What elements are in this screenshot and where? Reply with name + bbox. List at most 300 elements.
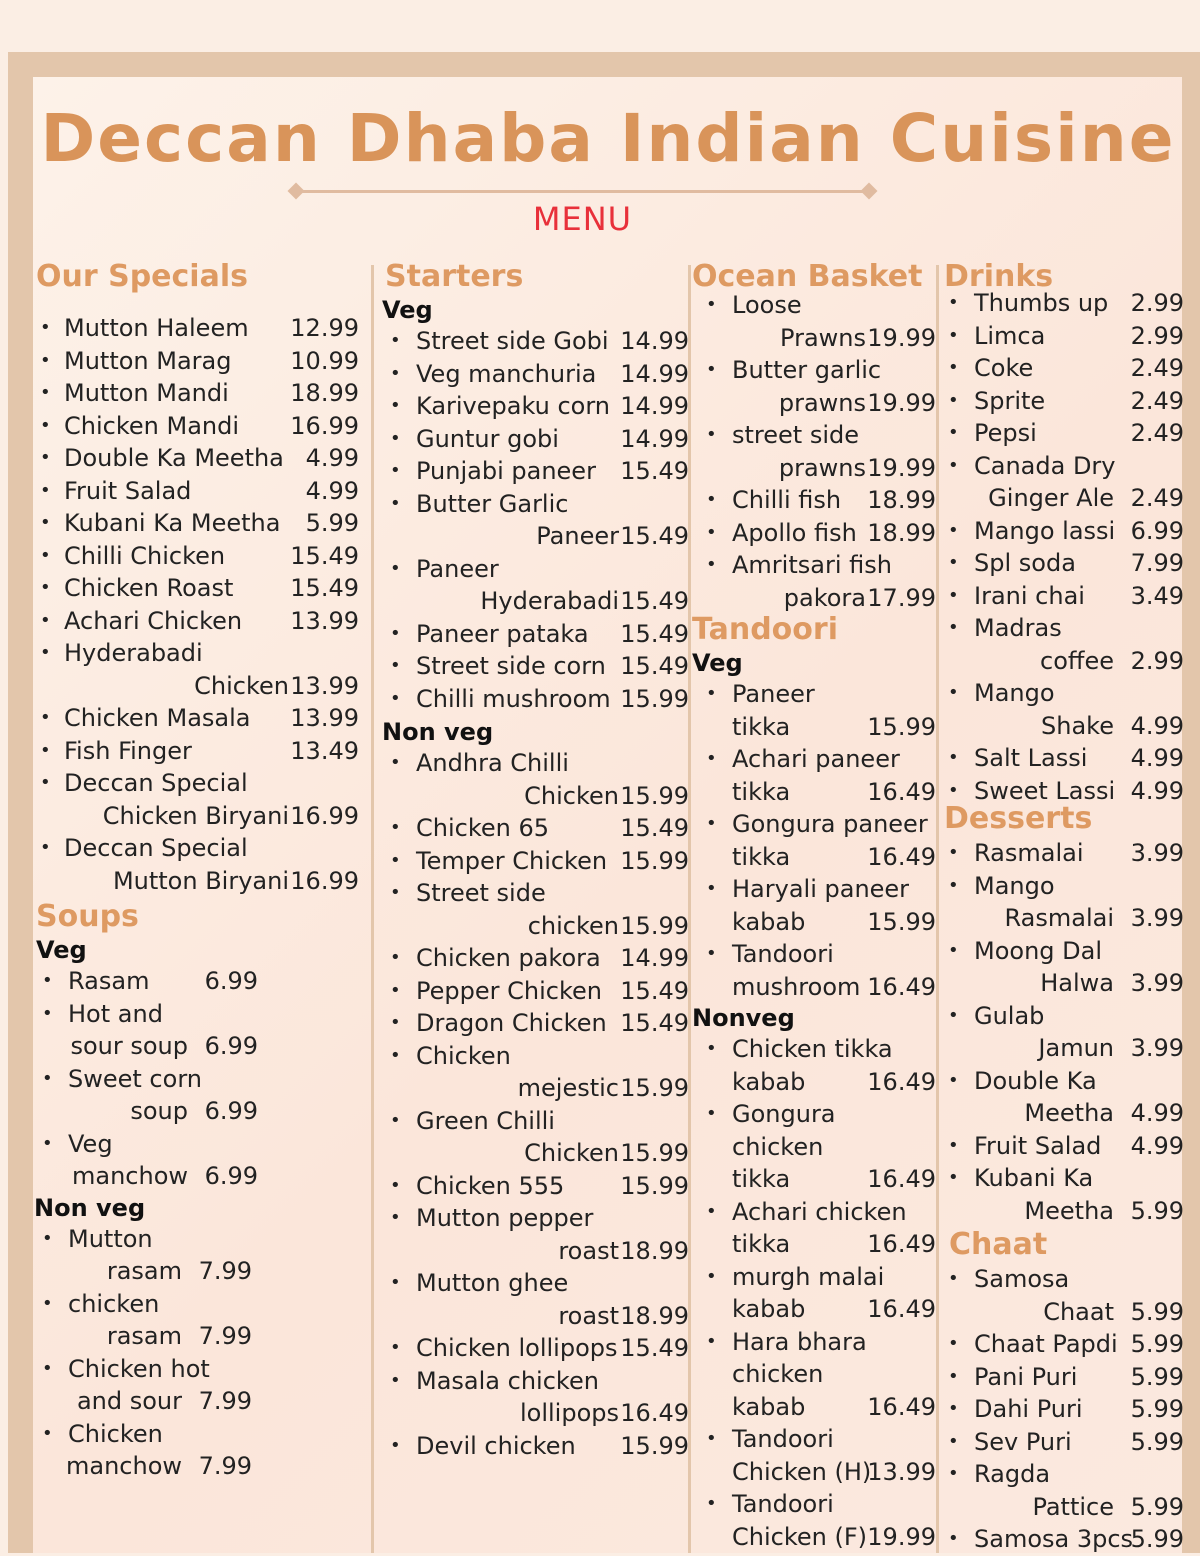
- item-name: Apollo fish: [732, 518, 857, 547]
- item-name: murgh malai: [732, 1262, 885, 1291]
- bullet-icon: •: [390, 1272, 401, 1293]
- bullet-icon: •: [706, 1038, 717, 1059]
- menu-item: [382, 683, 689, 716]
- item-price: 15.49: [290, 574, 359, 602]
- item-name: Dragon Chicken: [416, 1009, 607, 1037]
- item-name-continued: Chicken: [194, 671, 289, 700]
- bullet-icon: •: [948, 874, 959, 896]
- bullet-icon: •: [706, 943, 717, 964]
- item-name: Street side: [416, 879, 546, 907]
- menu-item: [692, 1423, 936, 1488]
- item-name: Deccan Special: [64, 834, 248, 862]
- bullet-icon: •: [390, 849, 401, 871]
- bullet-icon: •: [390, 362, 401, 384]
- menu-item: [944, 287, 1184, 320]
- tandoori-nonveg-label: Nonveg: [692, 1004, 795, 1032]
- item-price: 14.99: [620, 392, 689, 420]
- menu-item: [692, 517, 936, 550]
- bullet-icon: •: [42, 1292, 53, 1314]
- bullet-icon: •: [706, 554, 717, 575]
- item-name: Masala chicken: [416, 1366, 599, 1395]
- bullet-icon: •: [948, 389, 959, 411]
- item-price: 3.99: [1130, 904, 1184, 932]
- item-price: 15.49: [620, 619, 689, 648]
- item-price: 15.49: [620, 1009, 689, 1037]
- item-name: Tandoori: [732, 940, 834, 968]
- menu-item: [944, 935, 1184, 1000]
- item-price: 7.99: [198, 1322, 252, 1350]
- bullet-icon: •: [40, 837, 51, 858]
- menu-item: [944, 547, 1184, 580]
- item-price: 15.99: [867, 712, 936, 741]
- menu-item: [944, 677, 1184, 742]
- menu-item: [944, 1065, 1184, 1130]
- column-drinks-desserts-chaat: [944, 259, 1184, 1556]
- soups-nonveg-list: [36, 1223, 252, 1483]
- item-price: 16.49: [867, 777, 936, 806]
- menu-item: [692, 1488, 936, 1553]
- menu-item: [36, 637, 359, 702]
- item-price: 10.99: [290, 346, 359, 375]
- bullet-icon: •: [706, 748, 717, 769]
- menu-item: [944, 450, 1184, 515]
- item-name: Andhra Chilli: [416, 749, 569, 777]
- item-price: 3.49: [1130, 581, 1184, 610]
- item-price: 5.99: [1130, 1196, 1184, 1225]
- bullet-icon: •: [706, 1428, 717, 1449]
- item-name: Rasmalai: [974, 839, 1084, 867]
- menu-item: [944, 1426, 1184, 1459]
- item-price: 17.99: [867, 583, 936, 612]
- item-name-continued: rasam: [106, 1322, 182, 1350]
- menu-item: [692, 1098, 936, 1196]
- menu-item: [36, 998, 258, 1063]
- bullet-icon: •: [42, 1227, 53, 1249]
- menu-item: [36, 1223, 252, 1288]
- menu-item: [692, 484, 936, 517]
- item-name: Pepsi: [974, 419, 1037, 447]
- item-name: Mutton Marag: [64, 346, 232, 375]
- bullet-icon: •: [42, 970, 53, 991]
- bullet-icon: •: [948, 584, 959, 606]
- bullet-icon: •: [390, 752, 401, 773]
- menu-item: [36, 540, 359, 573]
- item-name-continued: chicken: [527, 911, 619, 940]
- item-name: Canada Dry: [974, 451, 1116, 480]
- menu-item: [944, 1393, 1184, 1426]
- column-divider: [936, 265, 939, 1553]
- item-name: Chicken: [416, 1041, 511, 1070]
- item-price: 15.99: [867, 907, 936, 936]
- menu-item: [692, 1196, 936, 1261]
- item-price: 19.99: [867, 1522, 936, 1551]
- item-price: 14.99: [620, 327, 689, 355]
- item-name-continued: kabab: [732, 1392, 806, 1421]
- item-price: 7.99: [198, 1452, 252, 1480]
- menu-item: [944, 1458, 1184, 1523]
- item-price: 3.99: [1130, 969, 1184, 997]
- bullet-icon: •: [40, 479, 51, 501]
- soups-veg-list: [36, 965, 258, 1193]
- item-name: Chicken 65: [416, 814, 550, 842]
- item-name-continued: Mutton Biryani: [112, 866, 289, 895]
- item-name: Butter garlic: [732, 356, 882, 384]
- menu-item: [382, 975, 689, 1008]
- item-price: 6.99: [1130, 516, 1184, 545]
- item-name: Achari paneer: [732, 745, 900, 773]
- menu-item: [382, 488, 689, 553]
- menu-item: [944, 385, 1184, 418]
- bullet-icon: •: [390, 395, 401, 416]
- tandoori-veg-label: Veg: [692, 649, 743, 677]
- item-name-continued: kabab: [732, 1067, 806, 1096]
- bullet-icon: •: [42, 1067, 53, 1089]
- item-name: Madras: [974, 614, 1062, 642]
- menu-item: [382, 1332, 689, 1365]
- item-name: street side: [732, 421, 859, 449]
- item-name: Tandoori: [732, 1490, 834, 1518]
- menu-item: [382, 1170, 689, 1203]
- menu-item: [382, 390, 689, 423]
- menu-item: [382, 1267, 689, 1332]
- menu-item: [944, 515, 1184, 548]
- item-price: 16.49: [867, 1392, 936, 1421]
- bullet-icon: •: [948, 1167, 959, 1188]
- title-divider: [290, 184, 875, 200]
- item-name-continued: chicken: [732, 1360, 824, 1388]
- item-price: 4.99: [1130, 776, 1184, 805]
- bullet-icon: •: [390, 460, 401, 481]
- item-price: 15.49: [620, 457, 689, 485]
- item-price: 18.99: [867, 518, 936, 547]
- item-name: Moong Dal: [974, 936, 1103, 965]
- menu-item: [36, 702, 359, 735]
- item-name-continued: Prawns: [780, 323, 866, 352]
- item-name: Devil chicken: [416, 1431, 576, 1460]
- bullet-icon: •: [40, 772, 51, 793]
- item-name-continued: manchow: [71, 1162, 188, 1190]
- item-name-continued: roast: [558, 1236, 619, 1265]
- item-name-continued: mushroom: [732, 972, 861, 1001]
- bullet-icon: •: [390, 330, 401, 351]
- menu-item: [382, 942, 689, 975]
- bullet-icon: •: [40, 707, 51, 728]
- bullet-icon: •: [40, 414, 51, 436]
- bullet-icon: •: [40, 739, 51, 761]
- bullet-icon: •: [948, 1333, 959, 1354]
- item-name-continued: tikka: [732, 712, 791, 741]
- bullet-icon: •: [40, 382, 51, 403]
- item-name-continued: tikka: [732, 777, 791, 806]
- item-price: 18.99: [620, 1301, 689, 1330]
- specials-list: [36, 312, 359, 897]
- item-price: 2.99: [1130, 321, 1184, 350]
- item-name: Kubani Ka: [974, 1164, 1094, 1192]
- menu-item: [382, 845, 689, 878]
- item-price: 4.99: [305, 476, 359, 505]
- bullet-icon: •: [706, 1265, 717, 1287]
- item-name: Sev Puri: [974, 1427, 1072, 1456]
- bullet-icon: •: [948, 454, 959, 476]
- item-name: Spl soda: [974, 549, 1076, 577]
- bullet-icon: •: [948, 747, 959, 768]
- item-name-continued: manchow: [65, 1452, 182, 1480]
- menu-item: [36, 832, 359, 897]
- menu-item: [944, 1328, 1184, 1361]
- item-name-continued: Chaat: [1043, 1297, 1114, 1326]
- item-name: Veg: [68, 1129, 113, 1158]
- item-price: 6.99: [204, 1162, 258, 1190]
- menu-item: [36, 605, 359, 638]
- item-price: 6.99: [204, 967, 258, 995]
- menu-item: [692, 808, 936, 873]
- item-name: Chicken hot: [68, 1354, 210, 1383]
- drinks-list: [944, 287, 1184, 807]
- menu-item: [692, 549, 936, 614]
- bullet-icon: •: [390, 622, 401, 644]
- item-name: Limca: [974, 321, 1046, 350]
- menu-item: [692, 419, 936, 484]
- item-name: Double Ka Meetha: [64, 444, 284, 472]
- bullet-icon: •: [706, 683, 717, 704]
- column-divider: [371, 265, 374, 1553]
- menu-item: [382, 358, 689, 391]
- bullet-icon: •: [390, 492, 401, 514]
- item-name: Chaat Papdi: [974, 1330, 1118, 1358]
- bullet-icon: •: [948, 1398, 959, 1419]
- item-name-continued: kabab: [732, 907, 806, 936]
- menu-item: [36, 507, 359, 540]
- menu-item: [382, 423, 689, 456]
- item-name: Chicken 555: [416, 1171, 565, 1200]
- bullet-icon: •: [390, 882, 401, 903]
- item-name: Amritsari fish: [732, 551, 892, 579]
- item-name: Karivepaku corn: [416, 392, 611, 420]
- item-name-continued: Hyderabadi: [480, 587, 619, 615]
- item-name: Hyderabadi: [64, 639, 203, 667]
- item-price: 15.99: [620, 1171, 689, 1200]
- section-heading-ocean: Ocean Basket: [692, 259, 923, 294]
- item-price: 15.49: [620, 652, 689, 680]
- item-name: Hot and: [68, 999, 163, 1028]
- bullet-icon: •: [42, 1357, 53, 1379]
- item-name: Achari Chicken: [64, 606, 243, 635]
- bullet-icon: •: [390, 1434, 401, 1456]
- item-price: 18.99: [620, 1236, 689, 1265]
- item-price: 5.99: [1130, 1525, 1184, 1553]
- bullet-icon: •: [948, 324, 959, 346]
- menu-item: [944, 870, 1184, 935]
- item-name: Guntur gobi: [416, 424, 559, 453]
- item-name: Thumbs up: [974, 289, 1109, 317]
- bullet-icon: •: [390, 1174, 401, 1196]
- item-name: Chilli Chicken: [64, 541, 226, 570]
- section-heading-soups: Soups: [36, 899, 139, 934]
- item-name: Deccan Special: [64, 769, 248, 797]
- menu-item: [692, 1033, 936, 1098]
- item-name-continued: Rasmalai: [1004, 904, 1114, 932]
- item-price: 3.99: [1130, 1034, 1184, 1062]
- item-name: Sprite: [974, 386, 1046, 415]
- menu-item: [944, 1000, 1184, 1065]
- bullet-icon: •: [948, 1004, 959, 1026]
- bullet-icon: •: [948, 682, 959, 703]
- item-name: Punjabi paneer: [416, 457, 596, 485]
- starters-veg-list: [382, 325, 689, 715]
- bullet-icon: •: [40, 544, 51, 566]
- bullet-icon: •: [40, 609, 51, 631]
- item-name: Achari chicken: [732, 1197, 907, 1226]
- menu-item: [692, 873, 936, 938]
- menu-item: [944, 417, 1184, 450]
- item-name-continued: lollipops: [519, 1399, 619, 1427]
- item-price: 15.99: [620, 846, 689, 875]
- item-name: Chicken Mandi: [64, 411, 240, 440]
- bullet-icon: •: [948, 357, 959, 378]
- item-name: Temper Chicken: [416, 846, 608, 875]
- item-name-continued: Chicken Biryani: [102, 801, 289, 830]
- menu-item: [382, 1202, 689, 1267]
- item-name: Haryali paneer: [732, 875, 910, 903]
- item-name-continued: and sour: [76, 1387, 182, 1415]
- menu-item: [382, 1105, 689, 1170]
- item-name-continued: mejestic: [517, 1074, 619, 1102]
- tandoori-veg-list: [692, 678, 936, 1003]
- soups-nonveg-label: Non veg: [34, 1193, 146, 1222]
- menu-item: [36, 572, 359, 605]
- item-price: 18.99: [867, 486, 936, 514]
- item-price: 6.99: [204, 1032, 258, 1060]
- item-price: 16.49: [620, 1399, 689, 1427]
- item-name-continued: kabab: [732, 1295, 806, 1323]
- item-name-continued: Chicken (F): [732, 1522, 868, 1551]
- item-name: Chicken Roast: [64, 574, 234, 602]
- menu-item: [692, 938, 936, 1003]
- item-price: 14.99: [620, 359, 689, 388]
- item-name: Chicken tikka: [732, 1035, 893, 1063]
- item-name: Chilli fish: [732, 486, 842, 514]
- bullet-icon: •: [706, 1330, 717, 1352]
- item-price: 15.99: [620, 1431, 689, 1460]
- section-heading-starters: Starters: [385, 259, 524, 294]
- bullet-icon: •: [948, 1134, 959, 1156]
- menu-item: [36, 442, 359, 475]
- soups-veg-label: Veg: [36, 936, 87, 964]
- item-name: Pani Puri: [974, 1362, 1078, 1391]
- bullet-icon: •: [390, 947, 401, 968]
- menu-item: [36, 1353, 252, 1418]
- item-name-continued: coffee: [1040, 646, 1114, 675]
- menu-item: [36, 1418, 252, 1483]
- bullet-icon: •: [706, 359, 717, 380]
- item-name: Paneer: [416, 554, 499, 583]
- menu-item: [692, 743, 936, 808]
- item-name: Green Chilli: [416, 1106, 555, 1135]
- item-name: Sweet Lassi: [974, 776, 1116, 805]
- item-price: 15.99: [620, 781, 689, 810]
- bullet-icon: •: [948, 1365, 959, 1387]
- menu-item: [944, 1162, 1184, 1227]
- item-name: Sweet corn: [68, 1064, 202, 1093]
- menu-item: [382, 1007, 689, 1040]
- menu-item: [36, 1128, 258, 1193]
- item-price: 2.49: [1130, 484, 1184, 512]
- item-name: Samosa 3pcs: [974, 1525, 1134, 1553]
- menu-item: [382, 325, 689, 358]
- menu-item: [692, 1326, 936, 1424]
- item-name: Gongura paneer: [732, 810, 928, 838]
- bullet-icon: •: [390, 427, 401, 449]
- menu-item: [36, 475, 359, 508]
- bullet-icon: •: [390, 1109, 401, 1131]
- item-name-continued: Chicken: [524, 1139, 619, 1167]
- item-name: Mango: [974, 679, 1055, 707]
- menu-item: [944, 837, 1184, 870]
- item-price: 15.49: [290, 541, 359, 570]
- menu-label: MENU: [532, 200, 633, 238]
- item-name: Mango: [974, 871, 1055, 900]
- bullet-icon: •: [706, 489, 717, 510]
- item-price: 16.49: [867, 1230, 936, 1258]
- item-price: 2.99: [1130, 289, 1184, 317]
- item-price: 5.99: [1130, 1395, 1184, 1423]
- item-price: 13.99: [290, 671, 359, 700]
- bullet-icon: •: [390, 1369, 401, 1391]
- item-name: Samosa: [974, 1265, 1070, 1293]
- menu-item: [944, 320, 1184, 353]
- bullet-icon: •: [948, 1069, 959, 1091]
- bullet-icon: •: [390, 687, 401, 709]
- item-name: Mango lassi: [974, 516, 1116, 545]
- item-price: 12.99: [290, 314, 359, 342]
- item-name-continued: tikka: [732, 842, 791, 871]
- item-name: Veg manchuria: [416, 359, 597, 388]
- menu-item: [36, 410, 359, 443]
- item-name: Chicken pakora: [416, 944, 601, 972]
- bullet-icon: •: [948, 1268, 959, 1289]
- bullet-icon: •: [40, 577, 51, 598]
- item-name-continued: Jamun: [1038, 1034, 1114, 1062]
- item-price: 16.99: [290, 866, 359, 895]
- bullet-icon: •: [40, 512, 51, 533]
- menu-item: [382, 553, 689, 618]
- item-price: 6.99: [204, 1097, 258, 1125]
- item-name-continued: Paneer: [536, 522, 619, 550]
- item-price: 16.99: [290, 801, 359, 830]
- bullet-icon: •: [706, 1493, 717, 1514]
- item-name-continued: prawns: [778, 388, 866, 417]
- item-price: 15.49: [620, 814, 689, 842]
- bullet-icon: •: [948, 617, 959, 638]
- section-heading-tandoori: Tandoori: [692, 612, 838, 647]
- column-starters: [382, 259, 689, 1462]
- item-price: 4.99: [305, 444, 359, 472]
- item-price: 19.99: [867, 388, 936, 417]
- item-price: 5.99: [1130, 1492, 1184, 1521]
- item-price: 5.99: [1130, 1362, 1184, 1391]
- item-price: 18.99: [290, 379, 359, 407]
- menu-item: [382, 650, 689, 683]
- item-name: Paneer: [732, 680, 815, 708]
- item-name-continued: Ginger Ale: [988, 484, 1114, 512]
- item-price: 13.49: [290, 736, 359, 765]
- item-price: 15.99: [620, 1139, 689, 1167]
- item-name: Street side corn: [416, 652, 606, 680]
- bullet-icon: •: [948, 1463, 959, 1484]
- bullet-icon: •: [948, 842, 959, 863]
- item-name: Butter Garlic: [416, 489, 569, 518]
- starters-veg-label: Veg: [382, 296, 433, 324]
